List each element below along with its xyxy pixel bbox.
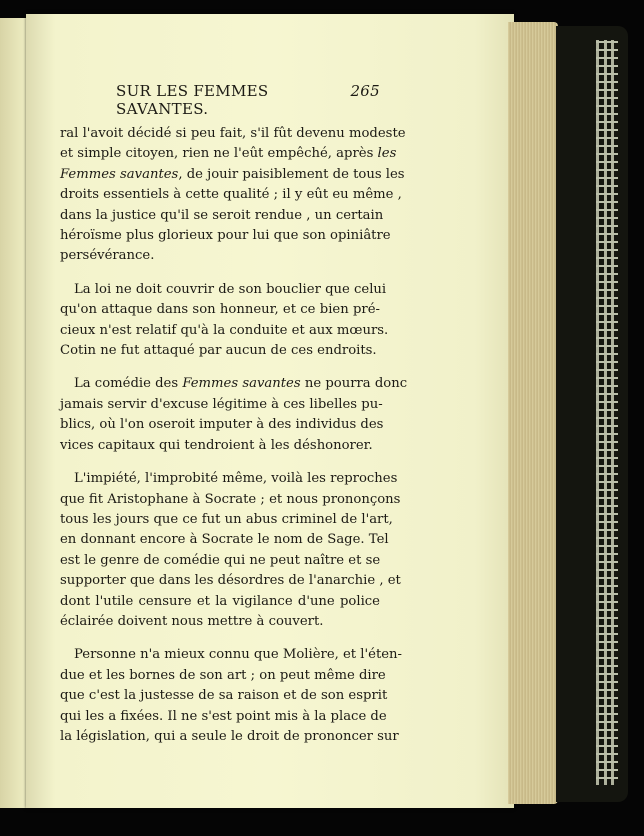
cover-decoration xyxy=(596,40,618,785)
text-line: qu'on attaque dans son honneur, et ce bien pré- xyxy=(60,302,380,318)
running-head xyxy=(116,82,380,118)
paragraph xyxy=(60,374,408,456)
text-line: dont l'utile censure et la vigilance d'une police xyxy=(60,593,380,609)
text-line: blics, où l'on oseroit imputer à des individus des xyxy=(60,417,384,433)
paragraph xyxy=(60,124,406,267)
text-line: L'impiété, l'improbité même, voilà les reproches xyxy=(74,471,398,487)
text-line: dans la justice qu'il se seroit rendue , un certain xyxy=(60,207,384,223)
text-line: héroïsme plus glorieux pour lui que son opiniâtre xyxy=(60,228,391,244)
text-line: ral l'avoit décidé si peu fait, s'il fût devenu modeste xyxy=(60,126,406,141)
text-line: la législation, qui a seule le droit de prononcer sur xyxy=(60,728,399,744)
page-number: 265 xyxy=(350,82,380,100)
text-line: Femmes savantes, de jouir paisiblement de tous les xyxy=(60,166,405,182)
text-line: La comédie des Femmes savantes ne pourra donc xyxy=(74,376,408,392)
text-line: en donnant encore à Socrate le nom de Sage. Tel xyxy=(60,532,389,548)
text-line: supporter que dans les désordres de l'anarchie , et xyxy=(60,573,401,589)
text-line: tous les jours que ce fut un abus criminel de l'art, xyxy=(60,511,393,527)
text-line: La loi ne doit couvrir de son bouclier que celui xyxy=(74,281,387,297)
text-line: due et les bornes de son art ; on peut même dire xyxy=(60,667,386,683)
text-line: que c'est la justesse de sa raison et de son esprit xyxy=(60,688,388,704)
text-line: que fit Aristophane à Socrate ; et nous prononçons xyxy=(60,491,401,507)
text-line: éclairée doivent nous mettre à couvert. xyxy=(60,613,324,629)
text-line: cieux n'est relatif qu'à la conduite et aux mœurs. xyxy=(60,322,389,338)
text-line: droits essentiels à cette qualité ; il y eût eu même , xyxy=(60,187,402,203)
text-line: qui les a fixées. Il ne s'est point mis à la place de xyxy=(60,708,387,724)
text-line: et simple citoyen, rien ne l'eût empêché, après les xyxy=(60,146,397,162)
text-line: jamais servir d'excuse légitime à ces libelles pu- xyxy=(60,396,383,412)
text-line: Cotin ne fut attaqué par aucun de ces endroits. xyxy=(60,343,377,359)
running-head-title: SUR LES FEMMES SAVANTES. xyxy=(116,82,269,118)
paragraph xyxy=(60,469,401,632)
page-text xyxy=(60,82,408,760)
text-line: persévérance. xyxy=(60,248,155,264)
paragraph xyxy=(60,280,389,362)
text-line: vices capitaux qui tendroient à les déshonorer. xyxy=(60,437,373,453)
page-block-edge xyxy=(508,22,558,804)
paragraph xyxy=(60,645,402,747)
text-line: Personne n'a mieux connu que Molière, et l'éten- xyxy=(74,647,402,663)
text-line: est le genre de comédie qui ne peut naître et se xyxy=(60,552,381,568)
